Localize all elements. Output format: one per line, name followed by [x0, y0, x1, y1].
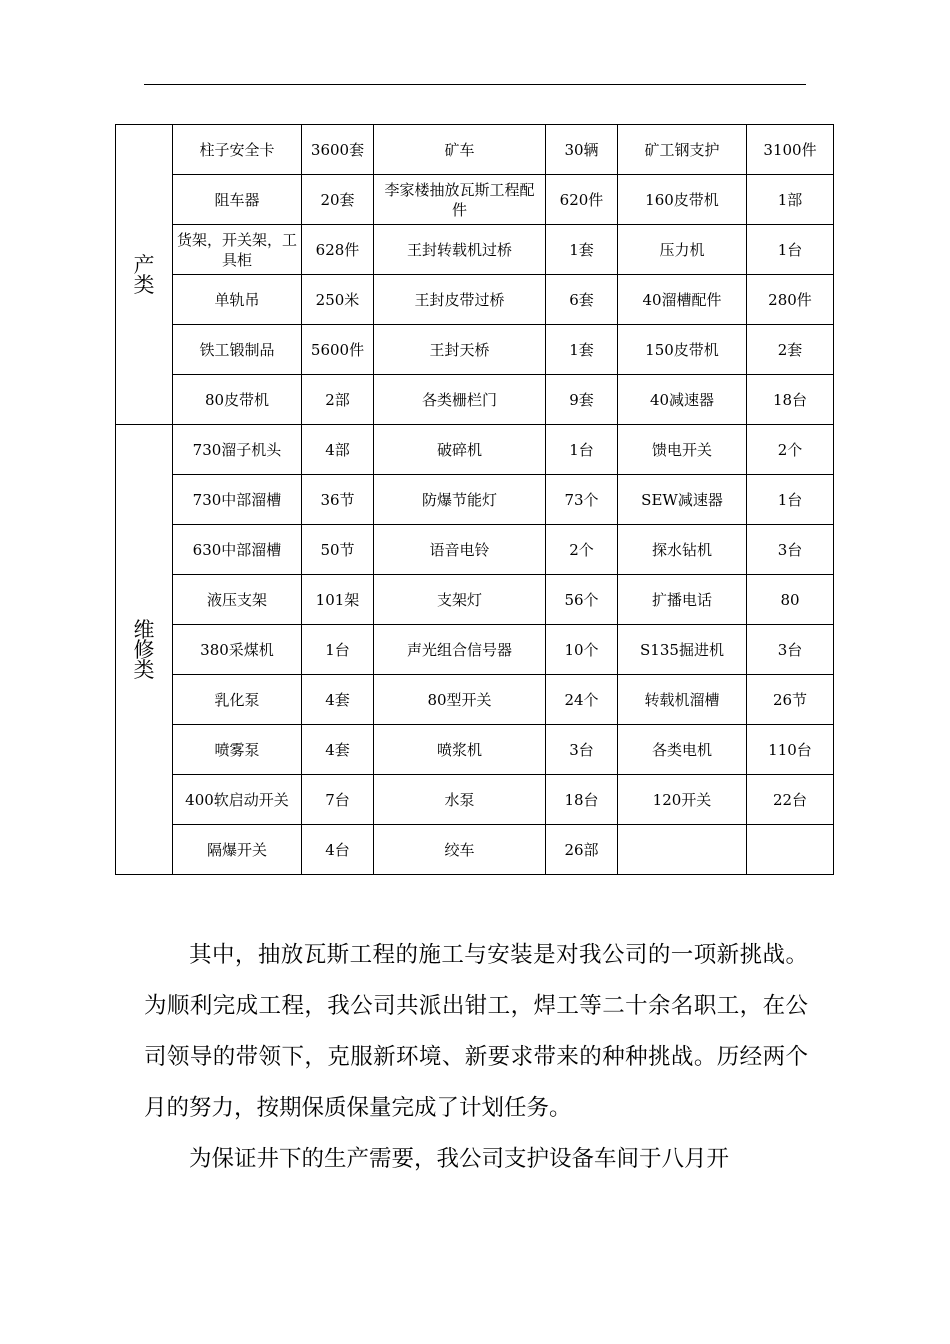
item-name-cell: 王封天桥 — [374, 325, 546, 375]
item-quantity-cell: 56个 — [546, 575, 618, 625]
item-quantity-cell: 30辆 — [546, 125, 618, 175]
item-quantity-cell: 50节 — [302, 525, 374, 575]
item-name-cell: 80型开关 — [374, 675, 546, 725]
category-label: 维修类 — [133, 617, 155, 682]
item-quantity-cell: 1台 — [546, 425, 618, 475]
table-row — [116, 375, 834, 425]
item-quantity-cell: 3100件 — [747, 125, 834, 175]
table-row — [116, 825, 834, 875]
item-quantity-cell: 4套 — [302, 725, 374, 775]
item-name-cell: 铁工锻制品 — [173, 325, 302, 375]
category-cell — [116, 125, 173, 425]
item-quantity-cell: 6套 — [546, 275, 618, 325]
item-quantity-cell: 1套 — [546, 225, 618, 275]
item-quantity-cell: 80 — [747, 575, 834, 625]
item-name-cell: 80皮带机 — [173, 375, 302, 425]
item-name-cell: 730中部溜槽 — [173, 475, 302, 525]
item-quantity-cell: 4部 — [302, 425, 374, 475]
item-name-cell: 王封皮带过桥 — [374, 275, 546, 325]
table-row — [116, 575, 834, 625]
item-quantity-cell: 1台 — [747, 475, 834, 525]
item-name-cell: 柱子安全卡 — [173, 125, 302, 175]
header-rule — [144, 84, 806, 85]
table-row — [116, 275, 834, 325]
item-name-cell: 矿工钢支护 — [618, 125, 747, 175]
item-quantity-cell: 18台 — [747, 375, 834, 425]
table-row — [116, 425, 834, 475]
table-row — [116, 675, 834, 725]
item-quantity-cell: 5600件 — [302, 325, 374, 375]
item-quantity-cell: 18台 — [546, 775, 618, 825]
item-name-cell: 喷浆机 — [374, 725, 546, 775]
item-name-cell: 扩播电话 — [618, 575, 747, 625]
item-name-cell: 破碎机 — [374, 425, 546, 475]
item-name-cell: 阻车器 — [173, 175, 302, 225]
item-name-cell: 40减速器 — [618, 375, 747, 425]
item-quantity-cell: 36节 — [302, 475, 374, 525]
item-quantity-cell: 2个 — [747, 425, 834, 475]
item-quantity-cell: 4台 — [302, 825, 374, 875]
item-quantity-cell: 1部 — [747, 175, 834, 225]
paragraph-2-text: 为保证井下的生产需要，我公司支护设备车间于八月开 — [189, 1146, 730, 1172]
item-quantity-cell: 24个 — [546, 675, 618, 725]
item-quantity-cell: 26节 — [747, 675, 834, 725]
item-quantity-cell: 3台 — [546, 725, 618, 775]
item-name-cell — [618, 825, 747, 875]
item-quantity-cell: 2部 — [302, 375, 374, 425]
item-name-cell: 各类栅栏门 — [374, 375, 546, 425]
item-name-cell: 730溜子机头 — [173, 425, 302, 475]
item-name-cell: 150皮带机 — [618, 325, 747, 375]
paragraph-2 — [144, 1134, 808, 1185]
table-row — [116, 225, 834, 275]
item-quantity-cell: 101架 — [302, 575, 374, 625]
item-quantity-cell: 110台 — [747, 725, 834, 775]
item-quantity-cell: 1台 — [302, 625, 374, 675]
table-row — [116, 525, 834, 575]
item-name-cell: 各类电机 — [618, 725, 747, 775]
item-quantity-cell: 22台 — [747, 775, 834, 825]
item-name-cell: 声光组合信号器 — [374, 625, 546, 675]
item-name-cell: S135掘进机 — [618, 625, 747, 675]
item-name-cell: 630中部溜槽 — [173, 525, 302, 575]
item-name-cell: 400软启动开关 — [173, 775, 302, 825]
table-row — [116, 325, 834, 375]
item-quantity-cell — [747, 825, 834, 875]
item-quantity-cell: 2个 — [546, 525, 618, 575]
item-quantity-cell: 10个 — [546, 625, 618, 675]
item-name-cell: 王封转载机过桥 — [374, 225, 546, 275]
item-quantity-cell: 620件 — [546, 175, 618, 225]
item-name-cell: 压力机 — [618, 225, 747, 275]
item-name-cell: 单轨吊 — [173, 275, 302, 325]
table-row — [116, 625, 834, 675]
item-quantity-cell: 3台 — [747, 625, 834, 675]
item-quantity-cell: 20套 — [302, 175, 374, 225]
item-quantity-cell: 2套 — [747, 325, 834, 375]
item-name-cell: 喷雾泵 — [173, 725, 302, 775]
item-quantity-cell: 7台 — [302, 775, 374, 825]
item-quantity-cell: 3台 — [747, 525, 834, 575]
table-row — [116, 475, 834, 525]
item-quantity-cell: 280件 — [747, 275, 834, 325]
item-name-cell: 李家楼抽放瓦斯工程配件 — [374, 175, 546, 225]
item-quantity-cell: 1套 — [546, 325, 618, 375]
equipment-table — [115, 124, 834, 875]
item-quantity-cell: 4套 — [302, 675, 374, 725]
item-name-cell: 矿车 — [374, 125, 546, 175]
table-row — [116, 125, 834, 175]
item-quantity-cell: 73个 — [546, 475, 618, 525]
paragraph-1 — [144, 930, 808, 1134]
item-name-cell: 160皮带机 — [618, 175, 747, 225]
item-name-cell: 120开关 — [618, 775, 747, 825]
item-quantity-cell: 628件 — [302, 225, 374, 275]
item-quantity-cell: 26部 — [546, 825, 618, 875]
item-name-cell: 水泵 — [374, 775, 546, 825]
item-name-cell: 380采煤机 — [173, 625, 302, 675]
paragraph-1-text: 其中，抽放瓦斯工程的施工与安装是对我公司的一项新挑战。为顺利完成工程，我公司共派出钳工，焊工等二十余名职工，在公司领导的带领下，克服新环境、新要求带来的种种挑战。历经两个月的努力，按期保质保量完成了计划任务。 — [144, 942, 808, 1121]
table-row — [116, 175, 834, 225]
category-label: 产类 — [133, 252, 155, 297]
item-name-cell: 馈电开关 — [618, 425, 747, 475]
item-name-cell: 40溜槽配件 — [618, 275, 747, 325]
item-quantity-cell: 3600套 — [302, 125, 374, 175]
table-row — [116, 775, 834, 825]
table-row — [116, 725, 834, 775]
item-name-cell: 货架，开关架，工具柜 — [173, 225, 302, 275]
item-name-cell: 支架灯 — [374, 575, 546, 625]
item-name-cell: 绞车 — [374, 825, 546, 875]
item-name-cell: 乳化泵 — [173, 675, 302, 725]
category-cell — [116, 425, 173, 875]
item-name-cell: 语音电铃 — [374, 525, 546, 575]
item-name-cell: SEW减速器 — [618, 475, 747, 525]
item-name-cell: 防爆节能灯 — [374, 475, 546, 525]
item-name-cell: 隔爆开关 — [173, 825, 302, 875]
item-name-cell: 液压支架 — [173, 575, 302, 625]
item-name-cell: 转载机溜槽 — [618, 675, 747, 725]
item-quantity-cell: 1台 — [747, 225, 834, 275]
item-name-cell: 探水钻机 — [618, 525, 747, 575]
item-quantity-cell: 250米 — [302, 275, 374, 325]
item-quantity-cell: 9套 — [546, 375, 618, 425]
